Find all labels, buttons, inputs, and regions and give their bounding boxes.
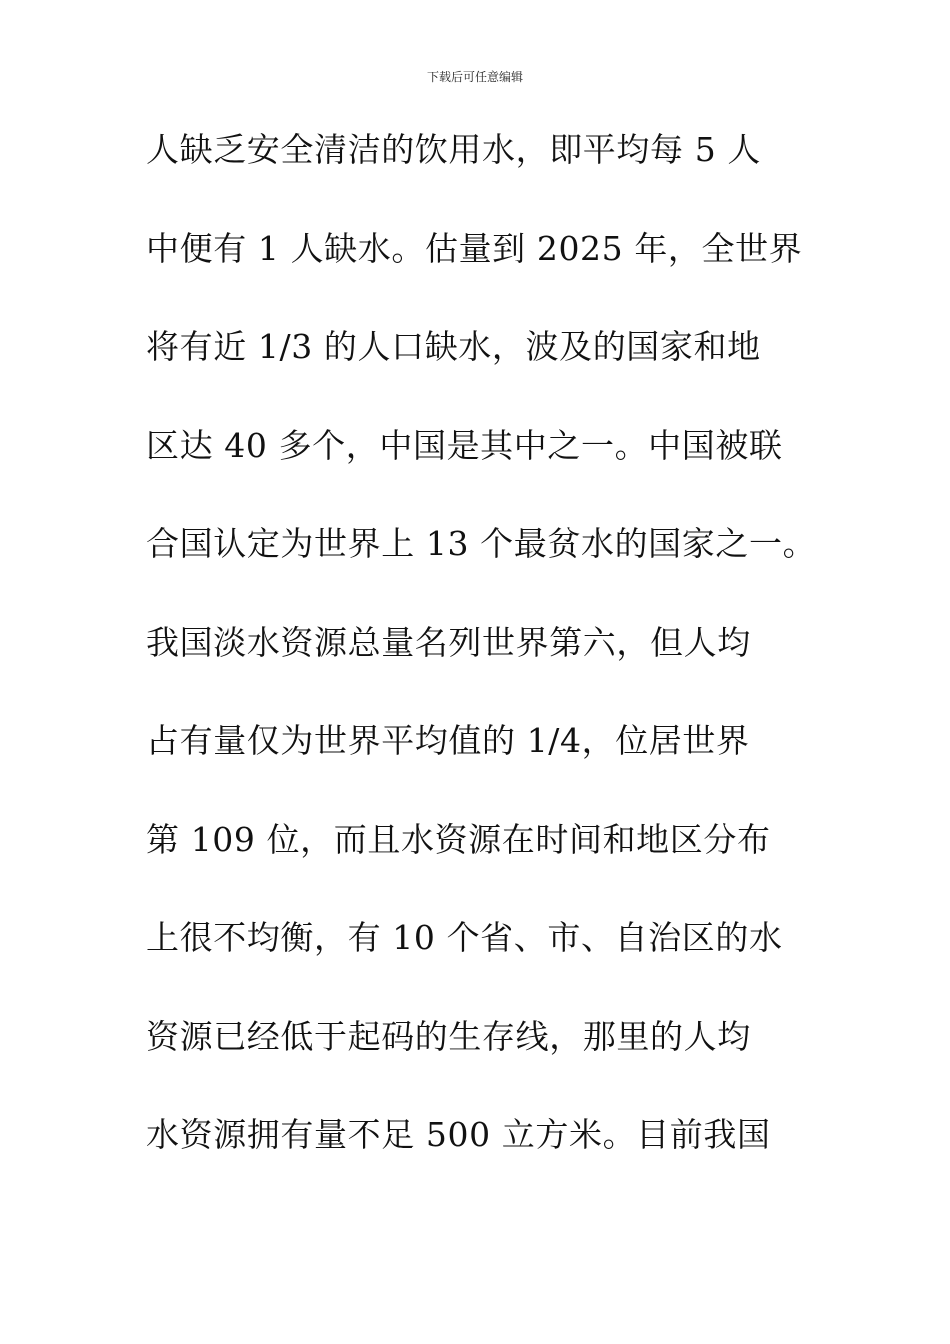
text-line: 资源已经低于起码的生存线，那里的人均 <box>146 1016 751 1056</box>
text-line: 中便有 1 人缺水。估量到 2025 年，全世界 <box>146 228 803 268</box>
page-header: 下载后可任意编辑 <box>426 70 523 84</box>
text-line: 第 109 位，而且水资源在时间和地区分布 <box>146 819 771 859</box>
text-line: 占有量仅为世界平均值的 1/4，位居世界 <box>146 721 750 760</box>
text-line: 我国淡水资源总量名列世界第六，但人均 <box>146 622 751 662</box>
text-line: 区达 40 多个，中国是其中之一。中国被联 <box>146 425 783 465</box>
text-line: 水资源拥有量不足 500 立方米。目前我国 <box>146 1115 771 1154</box>
text-line: 合国认定为世界上 13 个最贫水的国家之一。 <box>146 524 817 563</box>
text-line: 人缺乏安全清洁的饮用水，即平均每 5 人 <box>146 130 761 169</box>
text-line: 将有近 1/3 的人口缺水，波及的国家和地 <box>146 327 761 366</box>
text-line: 上很不均衡，有 10 个省、市、自治区的水 <box>146 918 783 957</box>
body-paragraph <box>146 120 866 1204</box>
